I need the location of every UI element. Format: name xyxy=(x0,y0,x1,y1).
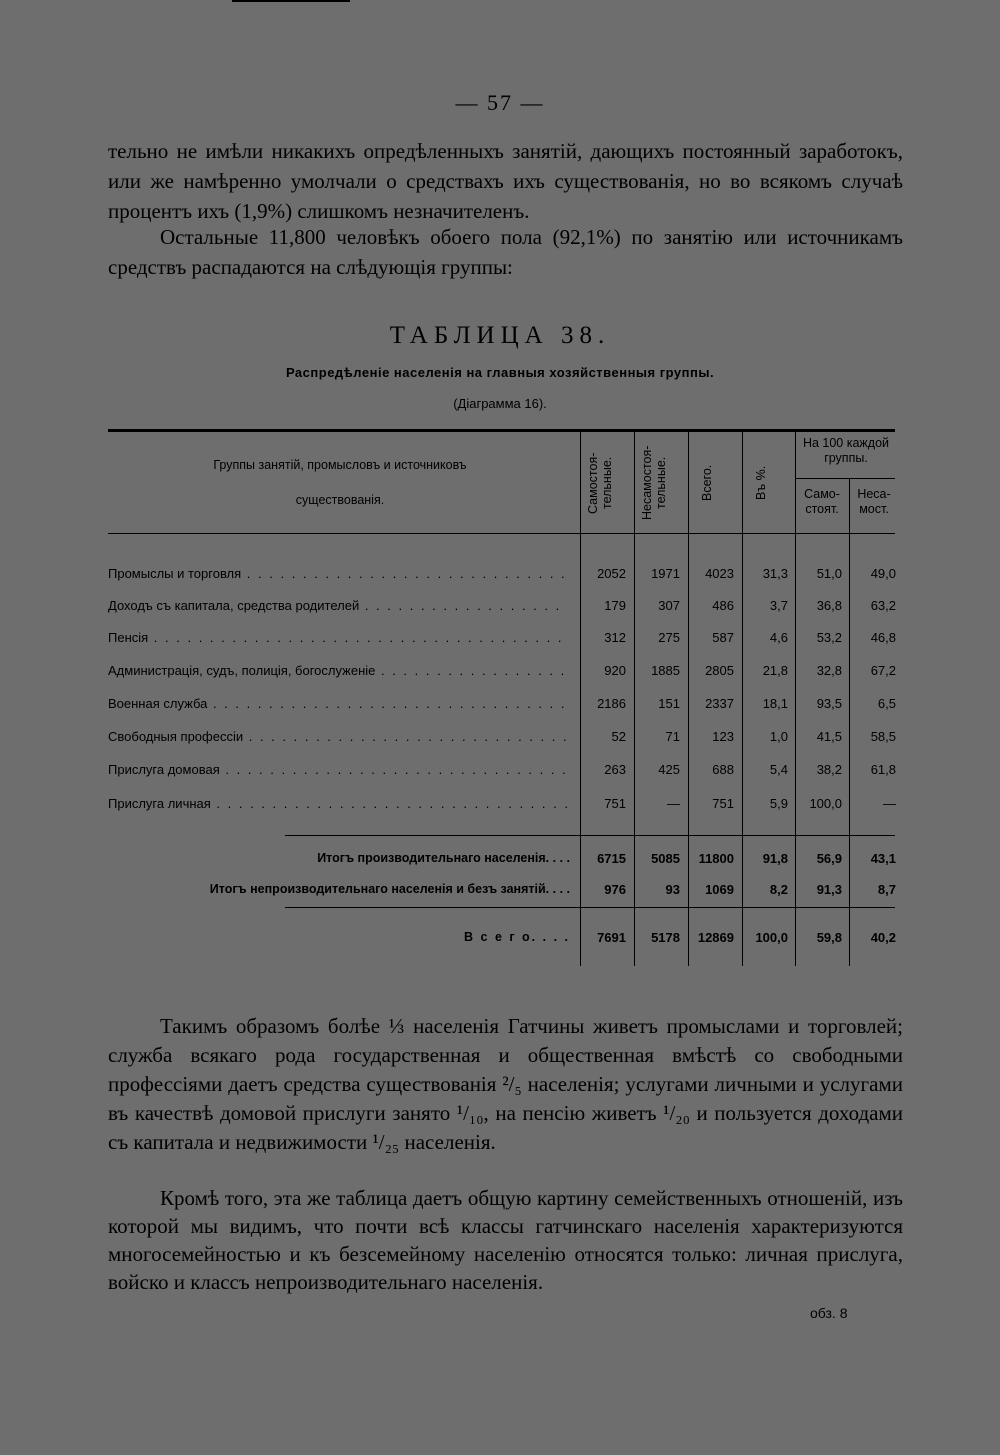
cell-pct: 91,8 xyxy=(762,851,788,866)
row-label: Промыслы и торговля . . . xyxy=(108,566,568,581)
cell-per100-nesamost: 8,7 xyxy=(877,882,896,897)
cell-per100-samost: 100,0 xyxy=(809,796,842,811)
cell-samost: 2052 xyxy=(597,566,626,581)
cell-nesamost: 93 xyxy=(665,882,680,897)
row-label: Военная служба . . . xyxy=(108,696,568,711)
header-samost-short: Само-стоят. xyxy=(804,487,840,516)
paragraph-2: Остальные 11,800 человѣкъ обоего пола (92,1%) по занятію или источникамъ средствъ распадаются на слѣдующія группы: xyxy=(108,225,903,279)
table-row xyxy=(0,729,1000,749)
cell-vsego: 688 xyxy=(712,762,734,777)
cell-per100-nesamost: 46,8 xyxy=(870,630,896,645)
cell-samost: 751 xyxy=(604,796,626,811)
cell-samost: 179 xyxy=(604,598,626,613)
cell-per100-samost: 41,5 xyxy=(816,729,842,744)
grand-total-label: В с е г о. . . . xyxy=(464,930,570,944)
cell-vsego: 12869 xyxy=(697,930,734,945)
cell-pct: 1,0 xyxy=(769,729,788,744)
row-label: Свободныя профессіи . . . xyxy=(108,729,568,744)
cell-samost: 7691 xyxy=(597,930,626,945)
header-nesamost-short: Неса-мост. xyxy=(857,487,891,516)
cell-per100-nesamost: 43,1 xyxy=(870,851,896,866)
cell-vsego: 2805 xyxy=(705,663,734,678)
cell-samost: 2186 xyxy=(597,696,626,711)
row-label: Прислуга домовая . . . xyxy=(108,762,568,777)
header-per100: На 100 каждой группы. xyxy=(802,436,890,465)
cell-samost: 312 xyxy=(604,630,626,645)
cell-per100-nesamost: 40,2 xyxy=(870,930,896,945)
cell-samost: 976 xyxy=(604,882,626,897)
total-label: Итогъ непроизводительнаго населенія и безъ занятій. . . . xyxy=(209,882,570,896)
table-row xyxy=(0,762,1000,782)
row-label: Администрація, судъ, полиція, богослуженіе . . . xyxy=(108,663,568,678)
cell-pct: 21,8 xyxy=(762,663,788,678)
cell-vsego: 123 xyxy=(712,729,734,744)
cell-vsego: 11800 xyxy=(698,851,734,866)
paragraph-3: Такимъ образомъ болѣе ⅓ населенія Гатчины живетъ промыслами и торговлей; служба всякаго рода государственная и общественная вмѣстѣ со свободными профессіями даетъ средства существованія ²/₅ населенія; услугами личными и услугами въ качествѣ домовой прислуги занято ¹/₁₀, на пенсію живетъ ¹/₂₀ и пользуется доходами съ капитала и недвижимости ¹/₂₅ населенія. xyxy=(108,1014,903,1154)
total-row-productive xyxy=(0,851,1000,871)
table-row xyxy=(0,796,1000,816)
cell-per100-samost: 51,0 xyxy=(816,566,842,581)
paragraph-1: тельно не имѣли никакихъ опредѣленныхъ занятій, дающихъ постоянный заработокъ, или же намѣренно умолчали о средствахъ ихъ существованія, но во всякомъ случаѣ процентъ ихъ (1,9%) слишкомъ незначителенъ. xyxy=(108,139,903,223)
subtotal-rule xyxy=(285,835,895,836)
cell-vsego: 486 xyxy=(712,598,734,613)
cell-per100-nesamost: 58,5 xyxy=(870,729,896,744)
cell-nesamost: 275 xyxy=(658,630,680,645)
header-vsego: Всего. xyxy=(700,464,714,502)
table-title: ТАБЛИЦА 38. xyxy=(389,322,611,349)
page-number: — 57 — xyxy=(455,90,545,115)
table-top-rule xyxy=(108,429,895,432)
cell-pct: 5,9 xyxy=(769,796,788,811)
cell-vsego: 751 xyxy=(712,796,734,811)
table-subtitle: Распредѣленіе населенія на главныя хозяйственныя группы. xyxy=(285,365,715,380)
cell-nesamost: 5178 xyxy=(651,930,680,945)
cell-vsego: 2337 xyxy=(705,696,734,711)
cell-nesamost: 1885 xyxy=(651,663,680,678)
cell-samost: 920 xyxy=(604,663,626,678)
cell-nesamost: 307 xyxy=(658,598,680,613)
cell-per100-samost: 38,2 xyxy=(816,762,842,777)
cell-per100-samost: 36,8 xyxy=(816,598,842,613)
cell-nesamost: — xyxy=(667,796,680,811)
header-pct: Въ %. xyxy=(754,465,768,501)
row-label: Прислуга личная . . . xyxy=(108,796,568,811)
grand-total-rule xyxy=(285,907,895,908)
grand-total-row xyxy=(0,930,1000,950)
cell-vsego: 4023 xyxy=(705,566,734,581)
cell-pct: 31,3 xyxy=(762,566,788,581)
cell-per100-nesamost: 67,2 xyxy=(870,663,896,678)
cell-pct: 5,4 xyxy=(769,762,788,777)
cell-nesamost: 71 xyxy=(665,729,680,744)
cell-per100-samost: 59,8 xyxy=(816,930,842,945)
cell-per100-samost: 91,3 xyxy=(816,882,842,897)
table-row xyxy=(0,598,1000,618)
cell-per100-nesamost: — xyxy=(883,796,896,811)
table-row xyxy=(0,566,1000,586)
header-samost: Самостоя-тельные. xyxy=(586,452,614,514)
total-row-unproductive xyxy=(0,882,1000,902)
cell-nesamost: 1971 xyxy=(651,566,680,581)
cell-pct: 100,0 xyxy=(755,930,788,945)
cell-per100-samost: 32,8 xyxy=(816,663,842,678)
per100-rule xyxy=(796,478,895,479)
total-label: Итогъ производительнаго населенія. . . . xyxy=(317,851,570,865)
cell-per100-nesamost: 63,2 xyxy=(870,598,896,613)
table-diagram-ref: (Діаграмма 16). xyxy=(453,396,547,411)
row-label: Пенсія . . . xyxy=(108,630,568,645)
header-groups-line2: существованія. xyxy=(295,493,385,507)
cell-samost: 263 xyxy=(604,762,626,777)
table-row xyxy=(0,630,1000,650)
cell-per100-nesamost: 61,8 xyxy=(870,762,896,777)
cell-samost: 6715 xyxy=(597,851,626,866)
cell-nesamost: 425 xyxy=(658,762,680,777)
cell-vsego: 587 xyxy=(712,630,734,645)
cell-nesamost: 151 xyxy=(658,696,680,711)
cell-pct: 3,7 xyxy=(769,598,788,613)
cell-per100-samost: 56,9 xyxy=(816,851,842,866)
paragraph-4: Кромѣ того, эта же таблица даетъ общую картину семейственныхъ отношеній, изъ которой мы видимъ, что почти всѣ классы гатчинскаго населенія характеризуются многосемейностью и къ безсемейному населенію относятся только: личная прислуга, войско и классъ непроизводительнаго населенія. xyxy=(108,1186,903,1294)
cell-per100-samost: 53,2 xyxy=(816,630,842,645)
cell-pct: 8,2 xyxy=(769,882,788,897)
header-bottom-rule xyxy=(108,533,895,534)
header-groups-line1: Группы занятій, промысловъ и источниковъ xyxy=(213,458,467,472)
table-row xyxy=(0,663,1000,683)
cell-pct: 4,6 xyxy=(769,630,788,645)
cell-samost: 52 xyxy=(611,729,626,744)
top-rule xyxy=(232,0,350,2)
cell-per100-nesamost: 49,0 xyxy=(870,566,896,581)
row-label: Доходъ съ капитала, средства родителей . . . xyxy=(108,598,568,613)
table-row xyxy=(0,696,1000,716)
cell-per100-samost: 93,5 xyxy=(816,696,842,711)
cell-nesamost: 5085 xyxy=(651,851,680,866)
signature-mark: обз. 8 xyxy=(810,1305,848,1321)
cell-pct: 18,1 xyxy=(762,696,788,711)
cell-per100-nesamost: 6,5 xyxy=(877,696,896,711)
header-nesamost: Несамостоя-тельные. xyxy=(640,445,668,521)
cell-vsego: 1069 xyxy=(705,882,734,897)
